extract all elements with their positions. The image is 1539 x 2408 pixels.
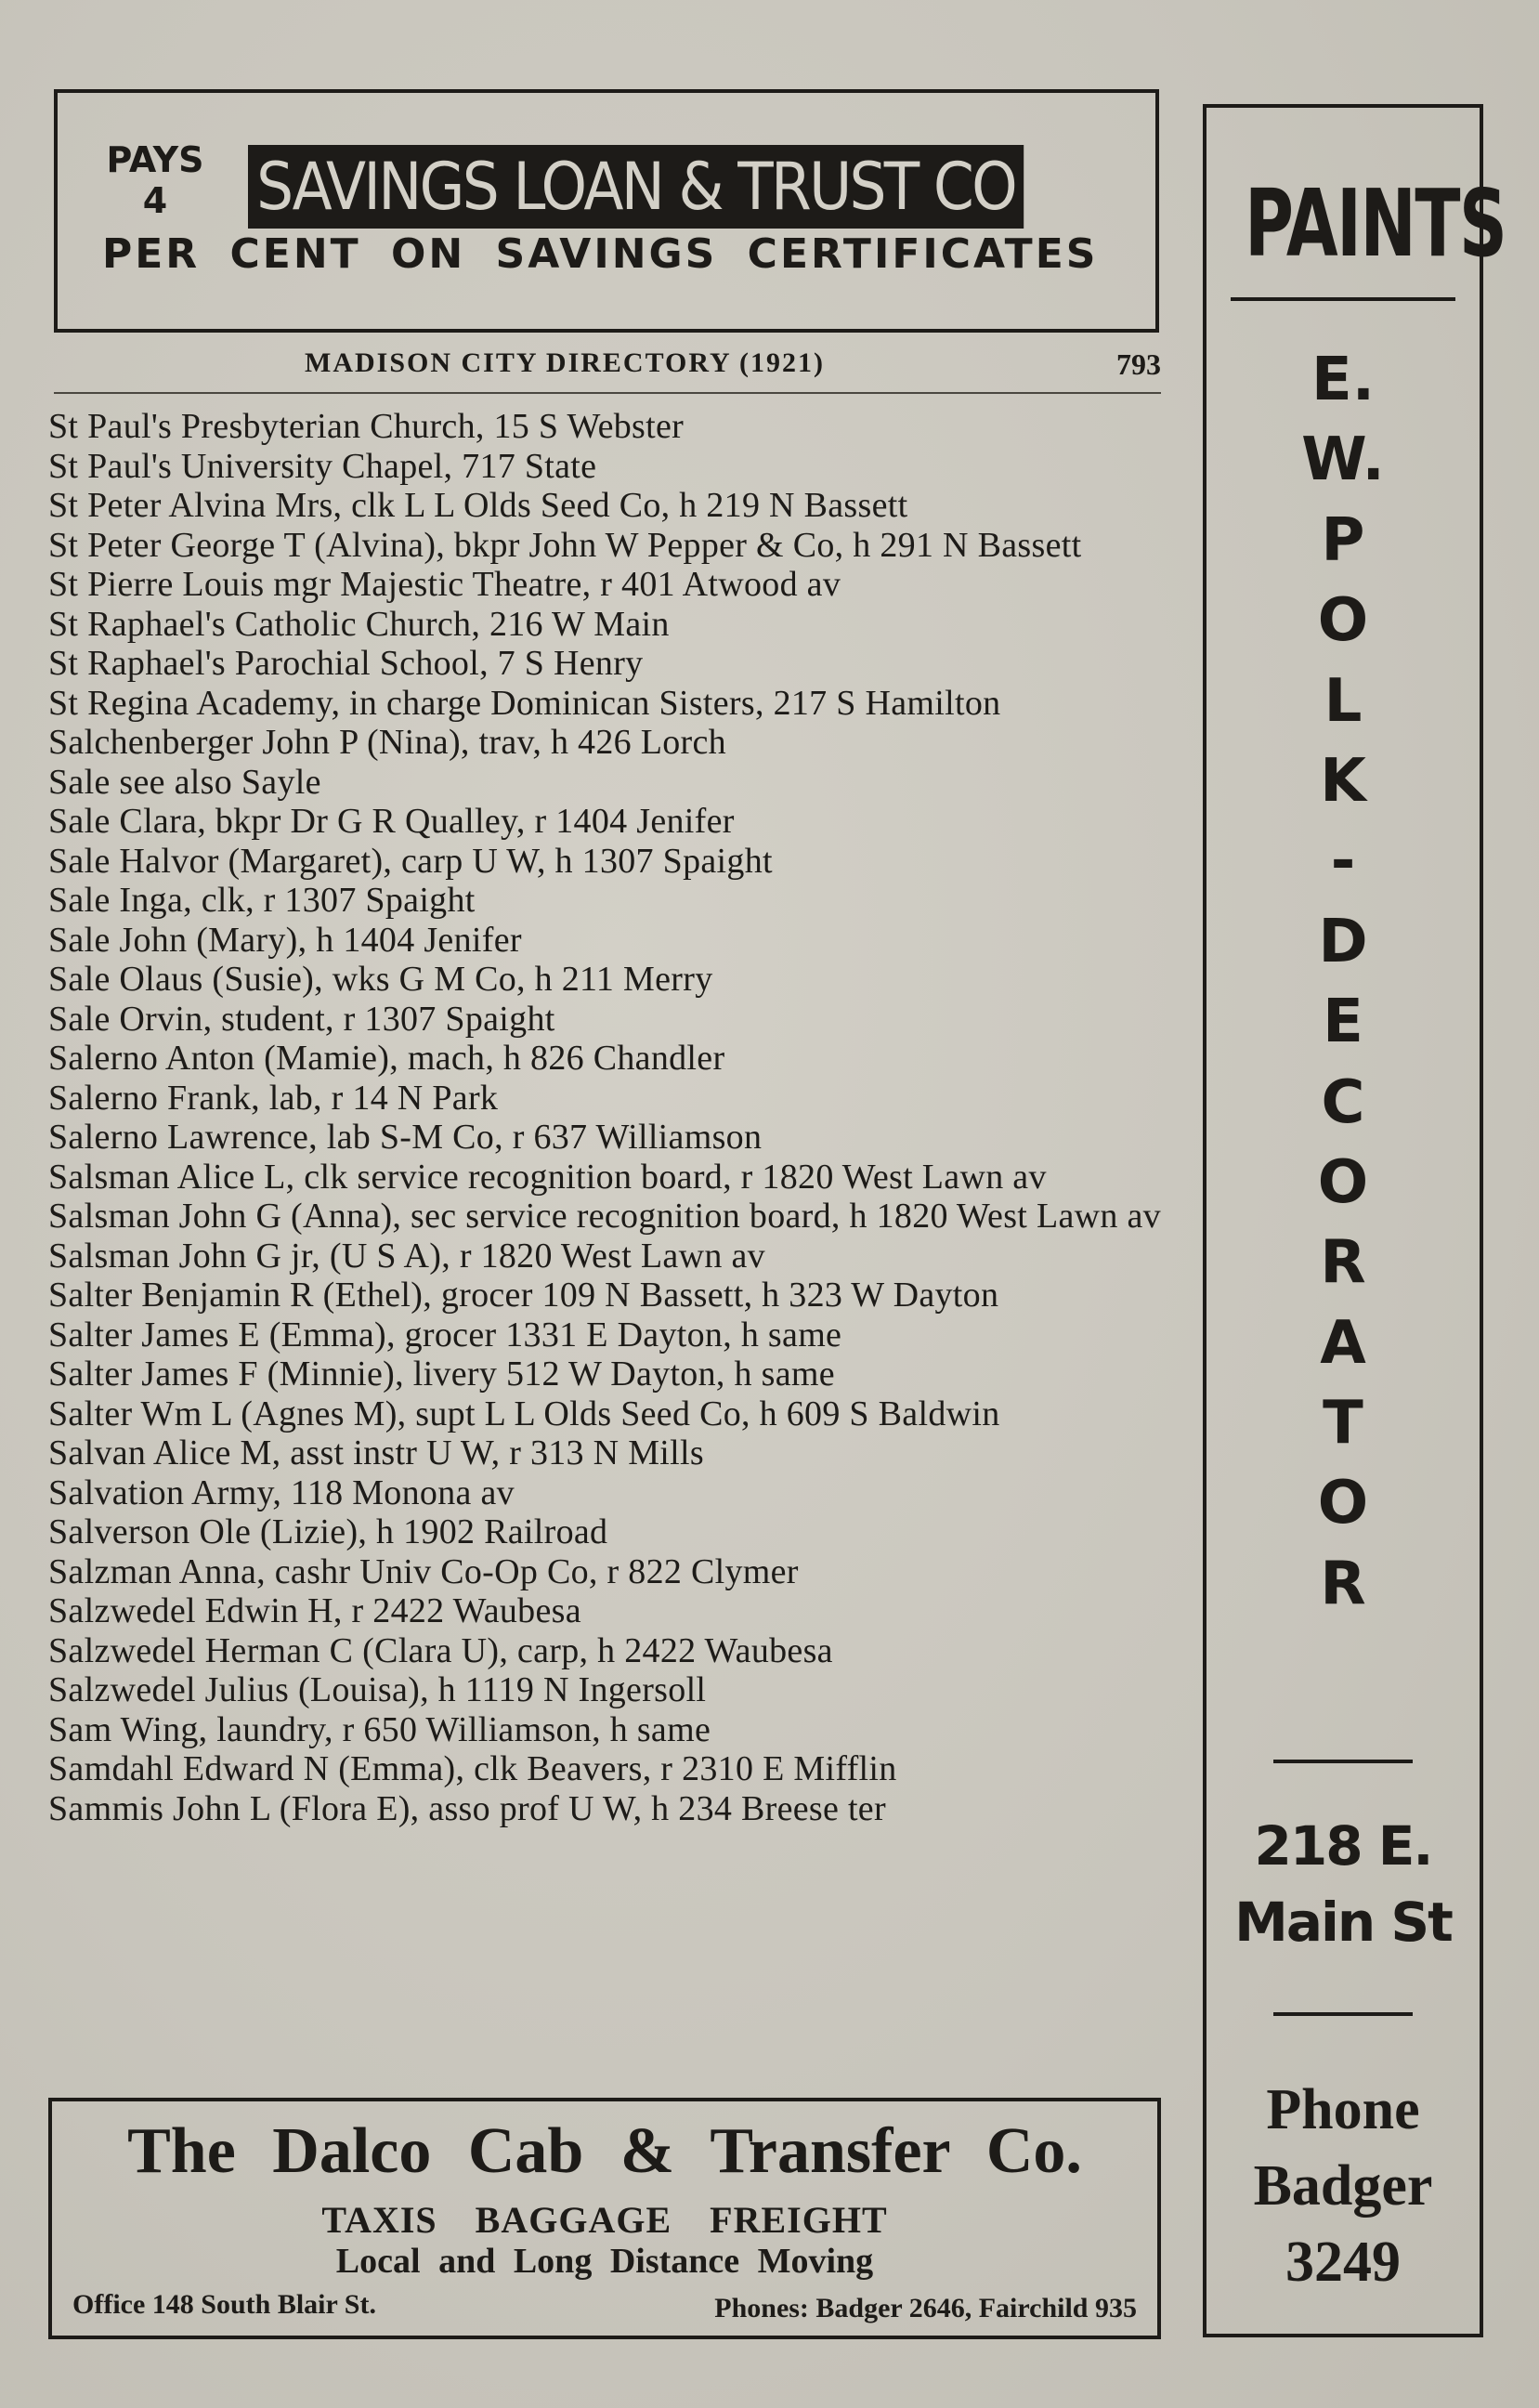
- phone-line: 3249: [1285, 2231, 1401, 2294]
- directory-entry: Salsman Alice L, clk service recognition board, r 1820 West Lawn av: [48, 1157, 1047, 1197]
- directory-entry: St Peter George T (Alvina), bkpr John W Pepper & Co, h 291 N Bassett: [48, 525, 1082, 565]
- phone-line: Phone: [1266, 2078, 1420, 2141]
- polk-decorator-ad: [1203, 104, 1506, 2337]
- vertical-letter: L: [1324, 666, 1363, 736]
- savings-loan-ad: [54, 89, 1159, 333]
- vertical-letter: E.: [1311, 346, 1376, 414]
- directory-entry: St Paul's University Chapel, 717 State: [48, 446, 597, 486]
- per-cent-line: PER CENT ON SAVINGS CERTIFICATES: [102, 230, 1099, 278]
- vertical-letter: T: [1323, 1389, 1363, 1459]
- vertical-letter: O: [1317, 1147, 1369, 1217]
- vertical-letter: D: [1318, 907, 1368, 976]
- running-title: MADISON CITY DIRECTORY (1921): [305, 347, 826, 378]
- address-line: Main St: [1234, 1891, 1452, 1954]
- paints-headline: PAINTS: [1245, 169, 1506, 278]
- vertical-letter: P: [1321, 505, 1365, 575]
- dalco-services: TAXIS BAGGAGE FREIGHT: [321, 2199, 888, 2241]
- page-number: 793: [1116, 347, 1161, 381]
- directory-entry: Salsman John G (Anna), sec service recognition board, h 1820 West Lawn av: [48, 1197, 1161, 1236]
- directory-entry: Salzwedel Edwin H, r 2422 Waubesa: [48, 1591, 581, 1630]
- directory-entry: Sale John (Mary), h 1404 Jenifer: [48, 920, 522, 960]
- directory-entry: Salzman Anna, cashr Univ Co-Op Co, r 822 Clymer: [48, 1551, 799, 1591]
- vertical-letter: R: [1320, 1549, 1366, 1618]
- rate-label: 4: [142, 180, 168, 221]
- vertical-letter: R: [1320, 1228, 1366, 1298]
- ad-address: [1206, 1808, 1480, 1960]
- directory-entry: Salter Wm L (Agnes M), supt L L Olds Seed Co, h 609 S Baldwin: [48, 1394, 1000, 1433]
- directory-entry: Salter James E (Emma), grocer 1331 E Dayton, h same: [48, 1315, 842, 1354]
- directory-entry: Salerno Lawrence, lab S-M Co, r 637 Williamson: [48, 1118, 763, 1157]
- vertical-name: [1206, 340, 1480, 1624]
- directory-entry: St Peter Alvina Mrs, clk L L Olds Seed Co, h 219 N Bassett: [48, 486, 908, 525]
- directory-entry: St Raphael's Catholic Church, 216 W Main: [48, 604, 670, 644]
- directory-entry: St Pierre Louis mgr Majestic Theatre, r 401 Atwood av: [48, 565, 841, 604]
- directory-entry: Salerno Frank, lab, r 14 N Park: [48, 1078, 499, 1118]
- pays-label: PAYS: [106, 139, 204, 180]
- directory-entry: Salsman John G jr, (U S A), r 1820 West Lawn av: [48, 1236, 765, 1276]
- vertical-letter: O: [1317, 1469, 1369, 1538]
- directory-entry: Samdahl Edward N (Emma), clk Beavers, r 2310 E Mifflin: [48, 1749, 897, 1788]
- running-header: [54, 346, 1161, 394]
- directory-entry: Salerno Anton (Mamie), mach, h 826 Chandler: [48, 1039, 725, 1078]
- directory-entry: Sale Clara, bkpr Dr G R Qualley, r 1404 Jenifer: [48, 802, 735, 841]
- ad-phone: [1206, 2072, 1480, 2300]
- phone-line: Badger: [1253, 2154, 1433, 2218]
- directory-entry: Salvation Army, 118 Monona av: [48, 1472, 515, 1512]
- directory-entry: Sale Halvor (Margaret), carp U W, h 1307 Spaight: [48, 841, 773, 881]
- vertical-letter: O: [1317, 586, 1369, 656]
- dalco-office: Office 148 South Blair St.: [72, 2289, 376, 2320]
- vertical-letter: K: [1320, 746, 1366, 816]
- directory-entry: Salvan Alice M, asst instr U W, r 313 N Mills: [48, 1433, 704, 1472]
- dalco-cab-ad: [48, 2098, 1161, 2339]
- directory-entry: Salverson Ole (Lizie), h 1902 Railroad: [48, 1512, 608, 1551]
- vertical-letter: C: [1321, 1067, 1365, 1137]
- directory-entry: Salzwedel Herman C (Clara U), carp, h 2422 Waubesa: [48, 1630, 833, 1670]
- address-line: 218 E.: [1254, 1814, 1432, 1878]
- directory-entry: Sammis John L (Flora E), asso prof U W, h 234 Breese ter: [48, 1788, 886, 1828]
- directory-entry: Salzwedel Julius (Louisa), h 1119 N Ingersoll: [48, 1670, 707, 1709]
- bank-name-banner: SAVINGS LOAN & TRUST CO: [248, 145, 1024, 229]
- divider: [1273, 2012, 1413, 2016]
- directory-entry: Salter Benjamin R (Ethel), grocer 109 N Bassett, h 323 W Dayton: [48, 1276, 999, 1315]
- divider: [1231, 297, 1455, 301]
- directory-entry: Salter James F (Minnie), livery 512 W Dayton, h same: [48, 1354, 835, 1394]
- dalco-company-name: The Dalco Cab & Transfer Co.: [127, 2115, 1082, 2187]
- divider: [1273, 1760, 1413, 1763]
- pays-block: [104, 139, 206, 221]
- directory-entry: St Regina Academy, in charge Dominican Sisters, 217 S Hamilton: [48, 683, 1001, 723]
- directory-entry: Sam Wing, laundry, r 650 Williamson, h same: [48, 1709, 711, 1749]
- vertical-letter: W.: [1301, 425, 1385, 495]
- directory-entry: St Raphael's Parochial School, 7 S Henry: [48, 644, 644, 683]
- directory-listing: [48, 407, 1172, 1828]
- directory-entry: Sale Olaus (Susie), wks G M Co, h 211 Merry: [48, 960, 713, 999]
- directory-entry: Salchenberger John P (Nina), trav, h 426 Lorch: [48, 723, 726, 762]
- directory-entry: St Paul's Presbyterian Church, 15 S Webster: [48, 407, 685, 446]
- vertical-letter: A: [1320, 1308, 1366, 1378]
- directory-entry: Sale see also Sayle: [48, 762, 321, 802]
- directory-entry: Sale Orvin, student, r 1307 Spaight: [48, 999, 555, 1039]
- vertical-letter: -: [1330, 827, 1356, 896]
- dalco-moving: Local and Long Distance Moving: [335, 2242, 874, 2281]
- dalco-phones: Phones: Badger 2646, Fairchild 935: [714, 2293, 1137, 2323]
- vertical-letter: E: [1323, 988, 1363, 1057]
- directory-entry: Sale Inga, clk, r 1307 Spaight: [48, 881, 476, 920]
